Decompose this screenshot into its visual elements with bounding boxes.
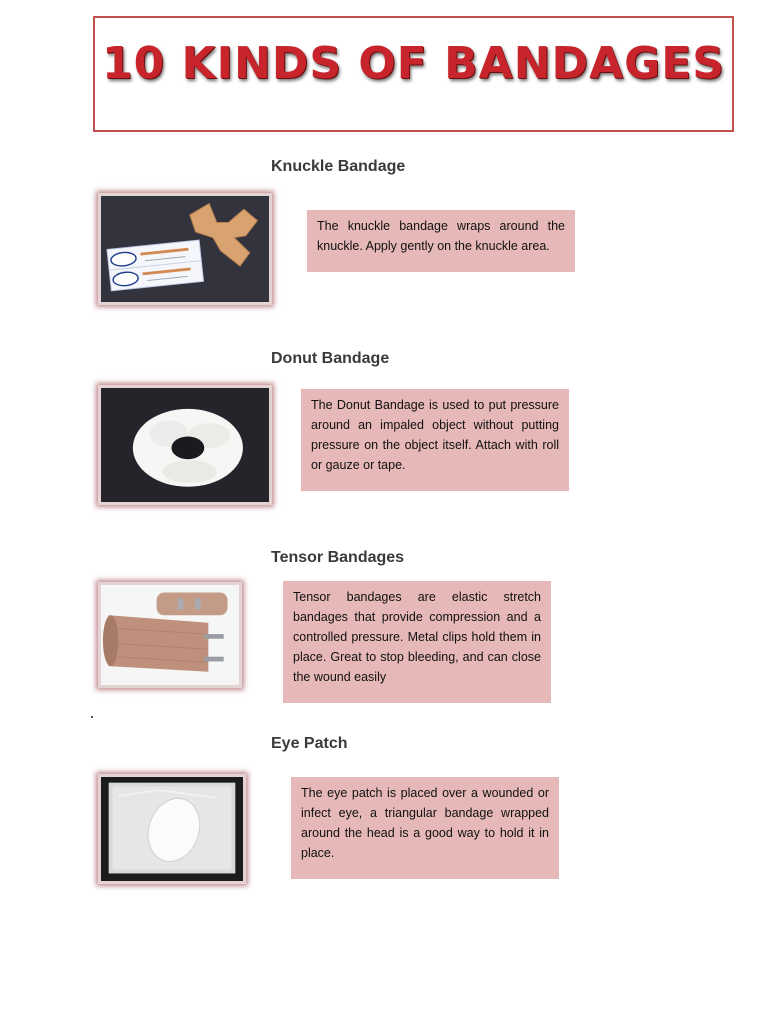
heading-knuckle-bandage: Knuckle Bandage	[271, 158, 406, 175]
donut-bandage-photo	[98, 385, 272, 505]
heading-tensor-bandages: Tensor Bandages	[271, 549, 405, 566]
heading-donut-bandage: Donut Bandage	[271, 350, 390, 367]
description-eye-patch: The eye patch is placed over a wounded or infect eye, a triangular bandage wrapped around the head is a good way to hold it in place.	[291, 777, 559, 879]
knuckle-bandage-photo	[98, 193, 272, 305]
eye-patch-photo	[98, 774, 246, 884]
title-banner	[93, 16, 734, 132]
heading-eye-patch: Eye Patch	[271, 735, 348, 752]
description-donut-bandage: The Donut Bandage is used to put pressure around an impaled object without putting pressure on the object itself. Attach with roll or gauze or tape.	[301, 389, 569, 491]
tensor-bandage-photo	[98, 582, 242, 688]
description-knuckle-bandage: The knuckle bandage wraps around the knuckle. Apply gently on the knuckle area.	[307, 210, 575, 272]
description-tensor-bandages: Tensor bandages are elastic stretch bandages that provide compression and a controlled pressure. Metal clips hold them in place. Great to stop bleeding, and can close the wound easily	[283, 581, 551, 703]
stray-mark	[91, 716, 93, 718]
page-title: 10 KINDS OF BANDAGES	[101, 38, 725, 89]
